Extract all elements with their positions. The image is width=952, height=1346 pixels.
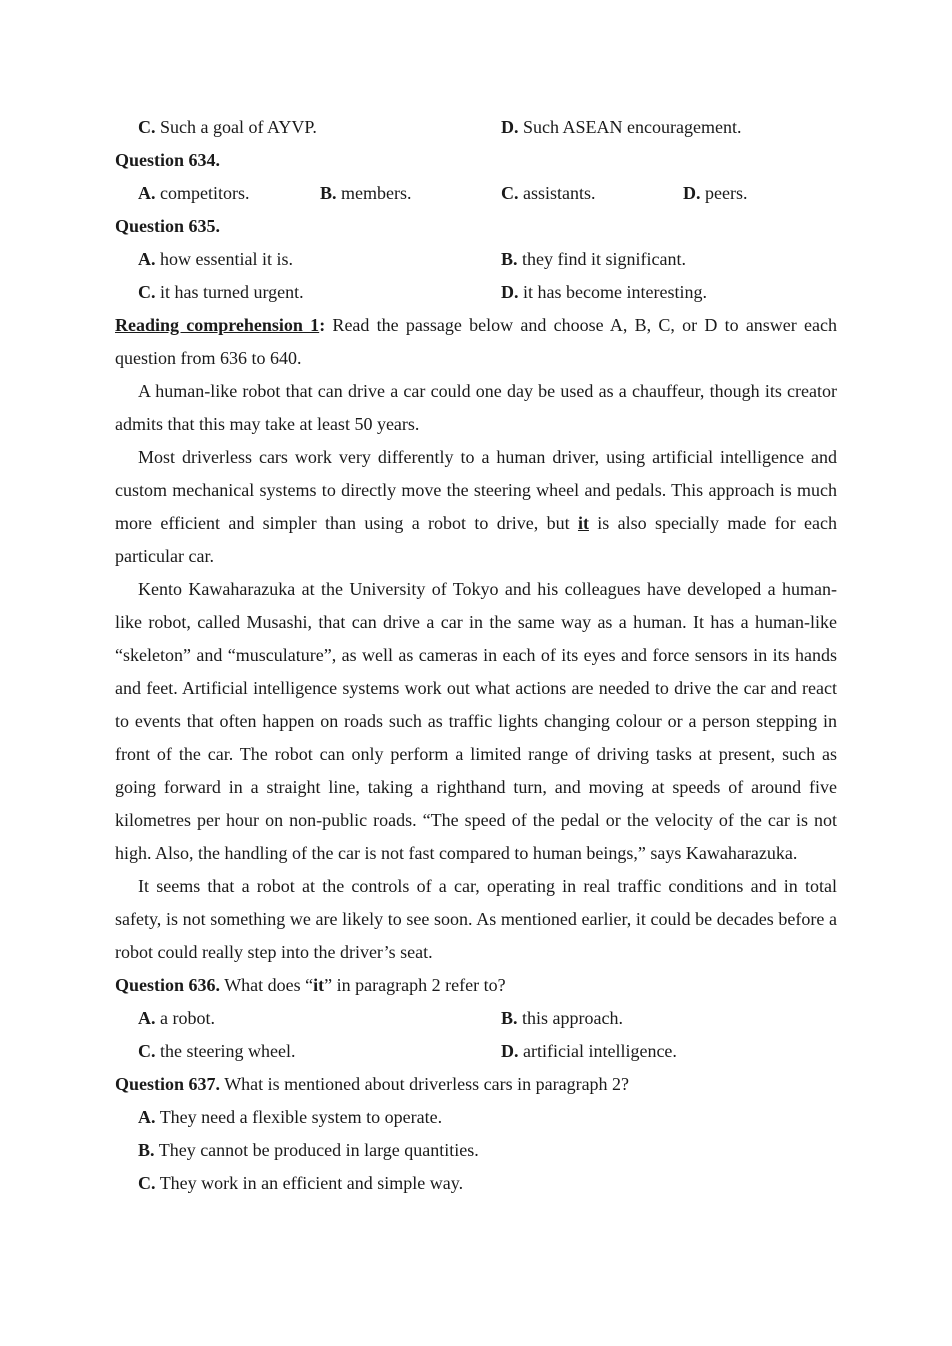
q633-option-c: C. Such a goal of AYVP. [138,117,317,137]
q634-heading: Question 634. [115,150,221,170]
q637-option-b: B. They cannot be produced in large quantities. [138,1140,479,1160]
q633-options-row-2 [115,111,837,144]
q633-option-d: D. Such ASEAN encouragement. [501,117,742,137]
q635-option-a: A. how essential it is. [138,249,293,269]
reading-instruction: Reading comprehension 1: Read the passage below and choose A, B, C, or D to answer each question from 636 to 640. [115,315,838,368]
reading-title: Reading comprehension 1 [115,315,320,335]
q636-option-c: C. the steering wheel. [138,1041,296,1061]
q635-heading: Question 635. [115,216,221,236]
q635-option-c: C. it has turned urgent. [138,282,304,302]
passage-paragraph-3: Kento Kawaharazuka at the University of Tokyo and his colleagues have developed a human-like robot, called Musashi, that can drive a car in the same way as a human. It has a human-like “skeleton” and “musculature”, as well as cameras in each of its eyes and force sensors in its hands and feet. Artificial intelligence systems work out what actions are needed to drive the car and react to events that often happen on roads such as traffic lights changing colour or a person stepping in front of the car. The robot can only perform a limited range of driving tasks at present, such as going forward in a straight line, taking a righthand turn, and moving at speeds of around five kilometres per hour on non-public roads. “The speed of the pedal or the velocity of the car is not high. Also, the handling of the car is not fast compared to human beings,” says Kawaharazuka. [115,579,837,863]
q637-option-c: C. They work in an efficient and simple way. [138,1173,464,1193]
q634-option-a: A. competitors. [138,183,250,203]
passage-paragraph-1: A human-like robot that can drive a car could one day be used as a chauffeur, though its creator admits that this may take at least 50 years. [115,381,837,434]
q637-stem: Question 637. What is mentioned about driverless cars in paragraph 2? [115,1074,630,1094]
q635-options-row-1 [115,243,837,276]
q635-option-d: D. it has become interesting. [501,282,707,302]
q634-option-d: D. peers. [683,183,748,203]
q636-options-row-1 [115,1002,837,1035]
q637-option-a: A. They need a flexible system to operate. [138,1107,443,1127]
document-page [115,111,837,1200]
referent-it: it [577,513,589,533]
passage-paragraph-4: It seems that a robot at the controls of a car, operating in real traffic conditions and in total safety, is not something we are likely to see soon. As mentioned earlier, it could be decades before a robot could really step into the driver’s seat. [115,876,837,962]
q635-options-row-2 [115,276,837,309]
q636-option-d: D. artificial intelligence. [501,1041,677,1061]
q634-options-row [115,177,837,210]
q636-stem: Question 636. What does “it” in paragraph 2 refer to? [115,975,506,995]
q634-option-b: B. members. [320,183,412,203]
q636-option-b: B. this approach. [501,1008,623,1028]
q636-option-a: A. a robot. [138,1008,215,1028]
passage-paragraph-2: Most driverless cars work very differently to a human driver, using artificial intelligence and custom mechanical systems to directly move the steering wheel and pedals. This approach is much more efficient and simpler than using a robot to drive, but it is also specially made for each particular car. [115,447,837,566]
q634-option-c: C. assistants. [501,183,596,203]
q635-option-b: B. they find it significant. [501,249,686,269]
q636-options-row-2 [115,1035,837,1068]
